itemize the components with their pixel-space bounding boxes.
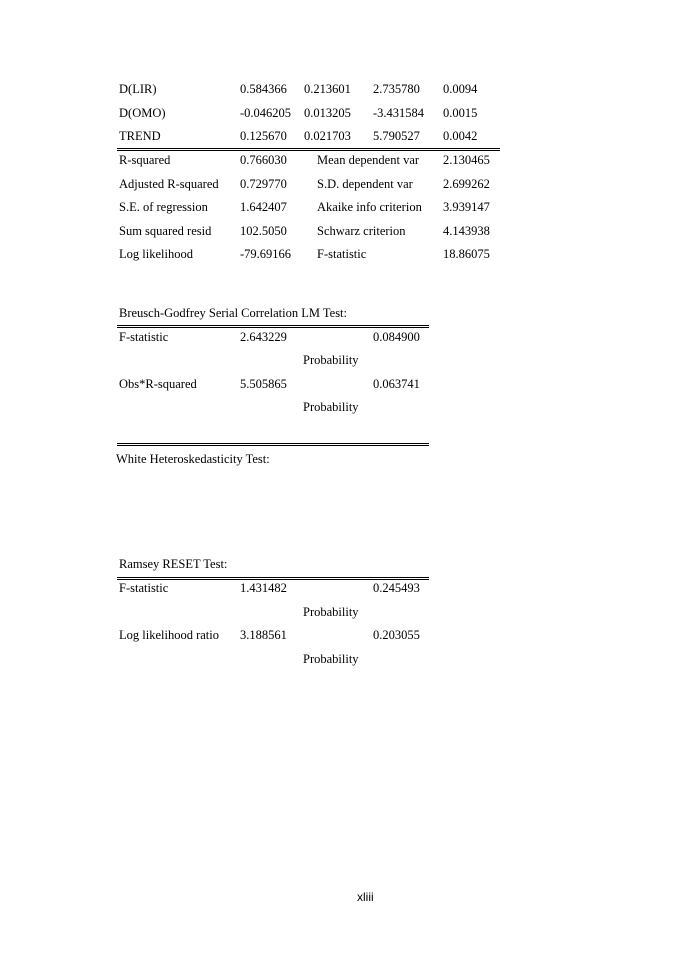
stat-label: Sum squared resid xyxy=(119,224,212,238)
stat-label: S.D. dependent var xyxy=(317,177,413,191)
coef-t-stat: 5.790527 xyxy=(373,129,420,143)
test-value: 5.505865 xyxy=(240,377,287,391)
test-prob: 0.063741 xyxy=(373,377,420,391)
test-label: Log likelihood ratio xyxy=(119,628,219,642)
table-double-rule xyxy=(117,148,500,151)
stat-label: Adjusted R-squared xyxy=(119,177,219,191)
stat-value: -79.69166 xyxy=(240,247,292,261)
coef-t-stat: -3.431584 xyxy=(373,106,425,120)
stat-value: 0.729770 xyxy=(240,177,287,191)
coef-std-error: 0.213601 xyxy=(304,82,351,96)
coef-var-domo: D(OMO) xyxy=(119,106,166,120)
reset-test-title: Ramsey RESET Test: xyxy=(119,557,228,571)
coef-var-dlir: D(LIR) xyxy=(119,82,157,96)
stat-value: 102.5050 xyxy=(240,224,287,238)
bg-test-title: Breusch-Godfrey Serial Correlation LM Test: xyxy=(119,306,348,320)
stat-value: 4.143938 xyxy=(443,224,490,238)
test-prob-label: Probability xyxy=(303,605,359,619)
bg-test-double-rule xyxy=(117,325,429,328)
stat-value: 3.939147 xyxy=(443,200,490,214)
stat-value: 0.766030 xyxy=(240,153,287,167)
reset-test-double-rule xyxy=(117,577,429,580)
page-number: xliii xyxy=(357,890,374,904)
stat-value: 18.86075 xyxy=(443,247,490,261)
coef-var-trend: TREND xyxy=(119,129,161,143)
stat-value: 2.699262 xyxy=(443,177,490,191)
test-value: 2.643229 xyxy=(240,330,287,344)
coef-value: 0.125670 xyxy=(240,129,287,143)
test-prob-label: Probability xyxy=(303,400,359,414)
test-prob: 0.084900 xyxy=(373,330,420,344)
test-prob: 0.245493 xyxy=(373,581,420,595)
stat-label: Log likelihood xyxy=(119,247,193,261)
stat-label: R-squared xyxy=(119,153,171,167)
coef-t-stat: 2.735780 xyxy=(373,82,420,96)
coef-value: 0.584366 xyxy=(240,82,287,96)
test-label: F-statistic xyxy=(119,330,169,344)
coef-prob: 0.0094 xyxy=(443,82,478,96)
test-label: F-statistic xyxy=(119,581,169,595)
stat-label: Mean dependent var xyxy=(317,153,420,167)
coef-prob: 0.0042 xyxy=(443,129,478,143)
test-prob: 0.203055 xyxy=(373,628,420,642)
white-test-double-rule xyxy=(117,443,429,446)
coef-prob: 0.0015 xyxy=(443,106,478,120)
coef-std-error: 0.013205 xyxy=(304,106,351,120)
test-value: 1.431482 xyxy=(240,581,287,595)
test-value: 3.188561 xyxy=(240,628,287,642)
coef-std-error: 0.021703 xyxy=(304,129,351,143)
stat-label: Akaike info criterion xyxy=(317,200,422,214)
stat-label: Schwarz criterion xyxy=(317,224,406,238)
stat-value: 1.642407 xyxy=(240,200,287,214)
stat-label: F-statistic xyxy=(317,247,367,261)
test-prob-label: Probability xyxy=(303,652,359,666)
stat-value: 2.130465 xyxy=(443,153,490,167)
white-test-title: White Heteroskedasticity Test: xyxy=(116,452,270,466)
coef-value: -0.046205 xyxy=(240,106,292,120)
test-label: Obs*R-squared xyxy=(119,377,197,391)
test-prob-label: Probability xyxy=(303,353,359,367)
stat-label: S.E. of regression xyxy=(119,200,208,214)
